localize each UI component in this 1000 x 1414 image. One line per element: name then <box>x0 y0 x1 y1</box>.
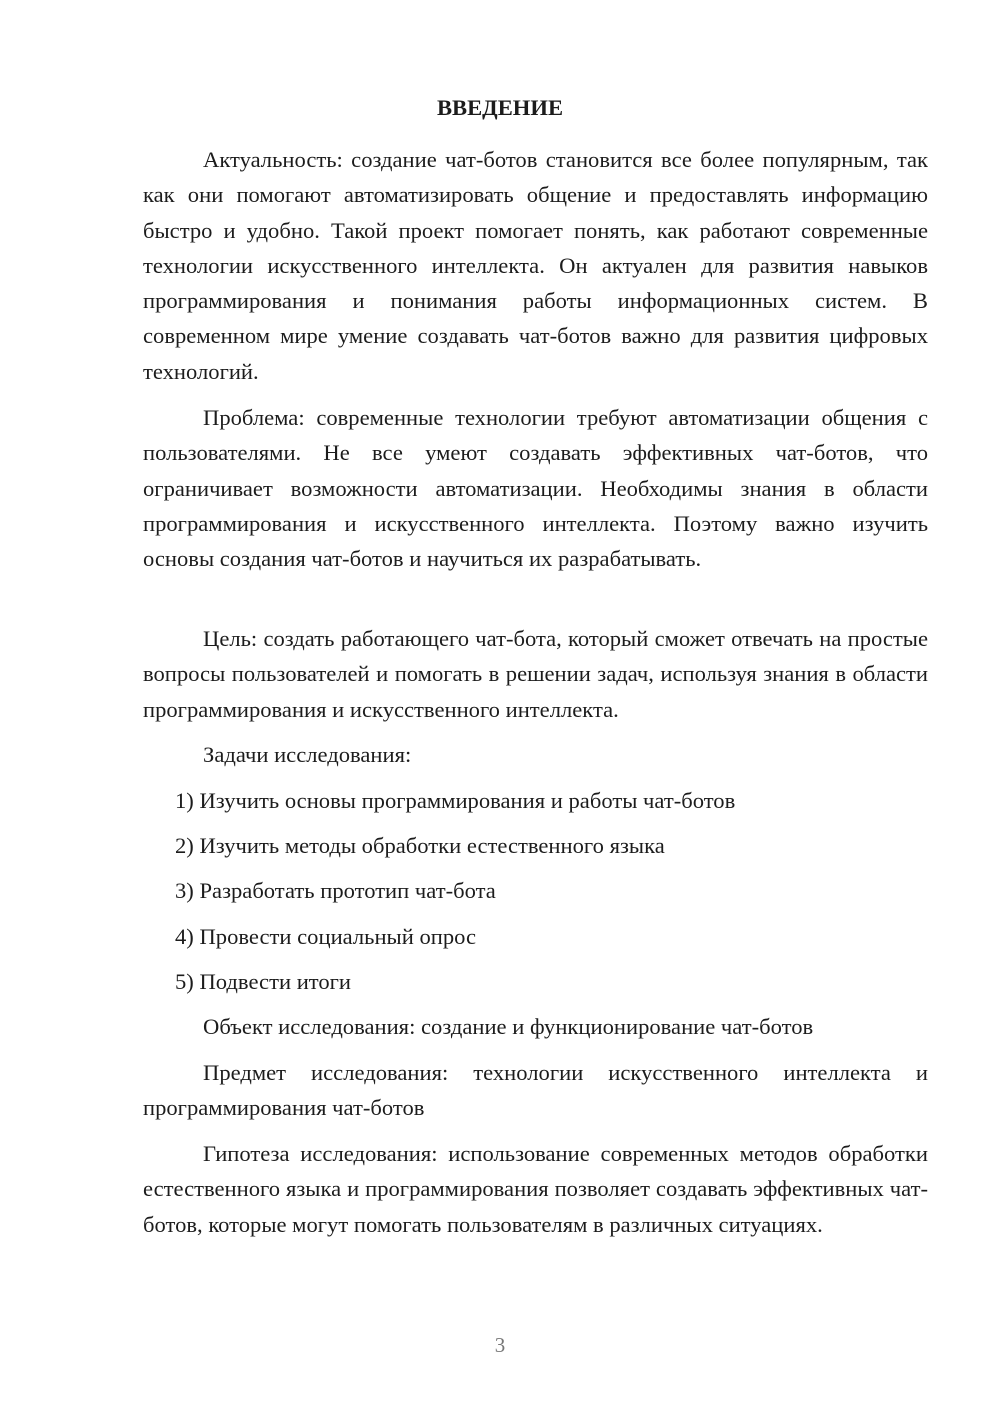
goal-paragraph: Цель: создать работающего чат-бота, который сможет отвечать на простые вопросы пользователей и помогать в решении задач, используя знания в области программирования и искусственного интеллекта. <box>143 626 928 722</box>
relevance-paragraph: Актуальность: создание чат-ботов становится все более популярным, так как они помогают автоматизировать общение и предоставлять информацию быстро и удобно. Такой проект помогает понять, как работают современные технологии искусственного интеллекта. Он актуален для развития навыков программирования и понимания работы информационных систем. В современном мире умение создавать чат-ботов важно для развития цифровых технологий. <box>143 147 928 384</box>
task-item-5: 5) Подвести итоги <box>175 969 352 994</box>
hypothesis-paragraph: Гипотеза исследования: использование современных методов обработки естественного языка и программирования позволяет создавать эффективных чат-ботов, которые могут помогать пользователям в различных ситуациях. <box>143 1141 928 1237</box>
task-item-4: 4) Провести социальный опрос <box>175 924 477 949</box>
problem-paragraph: Проблема: современные технологии требуют автоматизации общения с пользователями. Не все умеют создавать эффективных чат-ботов, что ограничивает возможности автоматизации. Необходимы знания в области программирования и искусственного интеллекта. Поэтому важно изучить основы создания чат-ботов и научиться их разрабатывать. <box>143 405 928 572</box>
task-item-3: 3) Разработать прототип чат-бота <box>175 878 496 903</box>
task-item-2: 2) Изучить методы обработки естественного языка <box>175 833 665 858</box>
tasks-heading: Задачи исследования: <box>203 742 412 767</box>
page-number: 3 <box>494 1333 506 1357</box>
page-title: ВВЕДЕНИЕ <box>436 95 564 120</box>
object-paragraph: Объект исследования: создание и функционирование чат-ботов <box>203 1014 814 1039</box>
subject-paragraph: Предмет исследования: технологии искусственного интеллекта и программирования чат-ботов <box>143 1060 928 1121</box>
task-item-1: 1) Изучить основы программирования и работы чат-ботов <box>175 788 736 813</box>
